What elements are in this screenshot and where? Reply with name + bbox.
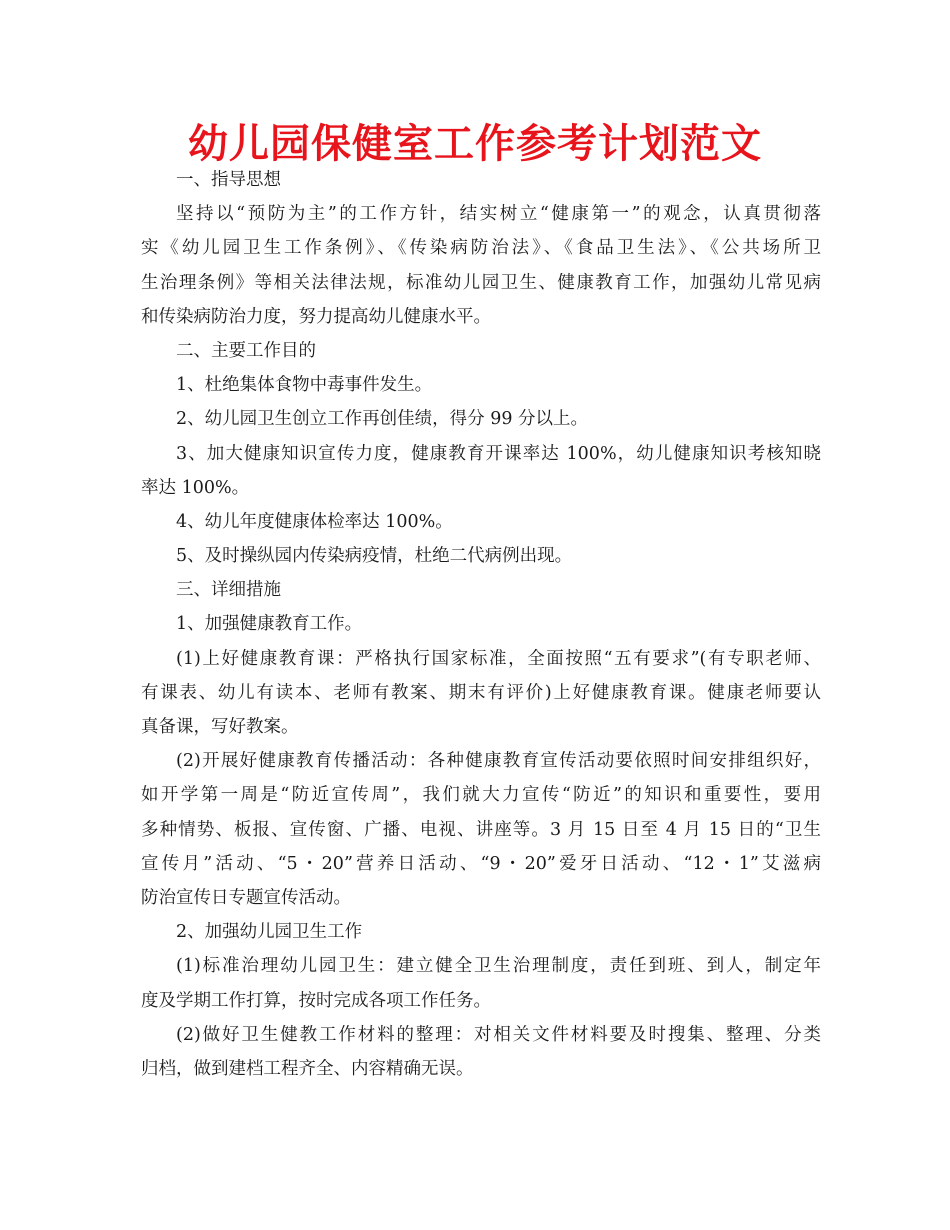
paragraph-line: 多种情势、板报、宣传窗、广播、电视、讲座等。3 月 15 日至 4 月 15 日的“卫生 [141, 819, 821, 840]
paragraph-line: 5、及时操纵园内传染病疫情，杜绝二代病例出现。 [176, 546, 573, 567]
paragraph-line: 三、详细措施 [176, 580, 281, 601]
paragraph-line: 3、加大健康知识宣传力度，健康教育开课率达 100%，幼儿健康知识考核知晓 [176, 443, 821, 464]
paragraph-line: 防治宣传日专题宣传活动。 [141, 887, 351, 908]
paragraph-line: 坚持以“预防为主”的工作方针，结实树立“健康第一”的观念，认真贯彻落 [176, 204, 821, 225]
paragraph-line: 和传染病防治力度，努力提高幼儿健康水平。 [141, 306, 491, 327]
document-body [141, 163, 821, 1086]
paragraph-line: 生治理条例》等相关法律法规，标准幼儿园卫生、健康教育工作，加强幼儿常见病 [141, 272, 821, 293]
document-title: 幼儿园保健室工作参考计划范文 [188, 120, 762, 167]
paragraph-line: 2、加强幼儿园卫生工作 [176, 922, 363, 943]
paragraph-line: 归档，做到建档工程齐全、内容精确无误。 [141, 1058, 474, 1079]
paragraph-line: 率达 100%。 [141, 477, 250, 498]
paragraph-line: 真备课，写好教案。 [141, 717, 299, 737]
paragraph-line: 1、加强健康教育工作。 [176, 614, 363, 635]
paragraph-line: 一、指导思想 [176, 170, 281, 190]
paragraph-line: 有课表、幼儿有读本、老师有教案、期末有评价)上好健康教育课。健康老师要认 [141, 682, 821, 703]
paragraph-line: (2)做好卫生健教工作材料的整理：对相关文件材料要及时搜集、整理、分类 [176, 1024, 821, 1045]
paragraph-line: 二、主要工作目的 [176, 340, 316, 361]
paragraph-line: 如开学第一周是“防近宣传周”，我们就大力宣传“防近”的知识和重要性，要用 [141, 785, 821, 806]
paragraph-line: 度及学期工作打算，按时完成各项工作任务。 [141, 990, 491, 1011]
paragraph-line: 宣传月”活动、“5・20”营养日活动、“9・20”爱牙日活动、“12・1”艾滋病 [141, 853, 821, 874]
paragraph-line: (2)开展好健康教育传播活动：各种健康教育宣传活动要依照时间安排组织好， [176, 751, 821, 772]
paragraph-line: 4、幼儿年度健康体检率达 100%。 [176, 511, 453, 532]
paragraph-line: (1)标准治理幼儿园卫生：建立健全卫生治理制度，责任到班、到人，制定年 [176, 956, 821, 977]
paragraph-line: 1、杜绝集体食物中毒事件发生。 [176, 375, 433, 396]
paragraph-line: 2、幼儿园卫生创立工作再创佳绩，得分 99 分以上。 [176, 409, 589, 430]
paragraph-line: 实《幼儿园卫生工作条例》、《传染病防治法》、《食品卫生法》、《公共场所卫 [141, 238, 821, 259]
paragraph-line: (1)上好健康教育课：严格执行国家标准，全面按照“五有要求”(有专职老师、 [176, 648, 821, 669]
